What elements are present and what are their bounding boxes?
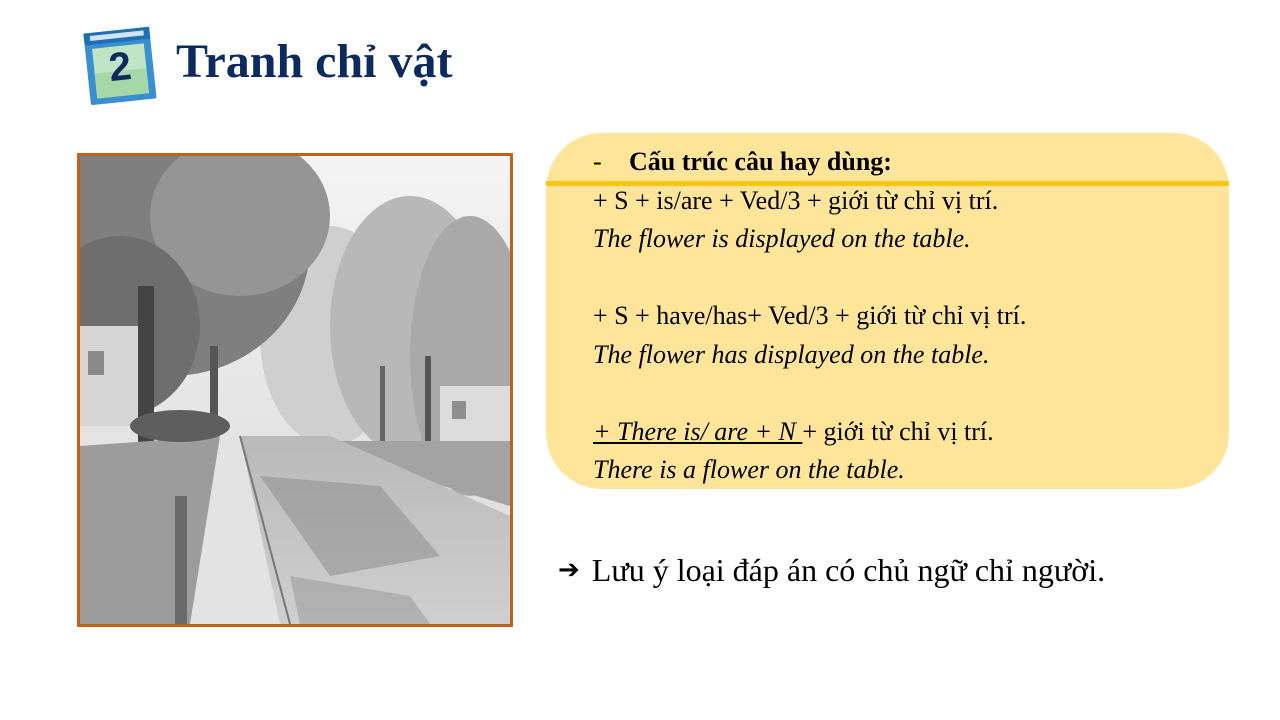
structures-heading xyxy=(593,143,1213,182)
structure-pattern-2: + S + have/has+ Ved/3 + giới từ chỉ vị trí. xyxy=(593,301,1027,330)
note xyxy=(558,548,1105,592)
page-title: Tranh chỉ vật xyxy=(176,35,453,88)
note-text: Lưu ý loại đáp án có chủ ngữ chỉ người. xyxy=(591,552,1106,588)
structure-pattern-3 xyxy=(593,413,1213,452)
arrow-right-icon: ➔ xyxy=(558,555,580,585)
street-photo-icon xyxy=(80,156,510,624)
number-badge xyxy=(80,23,160,108)
heading-bullet: - xyxy=(593,147,602,176)
heading-label: Cấu trúc câu hay dùng: xyxy=(629,147,892,176)
spacer xyxy=(593,259,1213,298)
structure-example-3: There is a flower on the table. xyxy=(593,455,905,484)
street-photo xyxy=(77,153,513,627)
structure-example-1: The flower is displayed on the table. xyxy=(593,224,971,253)
structure-pattern-3-keyword: + There is/ are + N xyxy=(593,416,803,446)
badge-number: 2 xyxy=(106,43,134,91)
spacer xyxy=(593,374,1213,413)
structure-pattern-1: + S + is/are + Ved/3 + giới từ chỉ vị trí. xyxy=(593,185,999,215)
structure-example-2: The flower has displayed on the table. xyxy=(593,339,990,369)
structure-pattern-3-rest: + giới từ chỉ vị trí. xyxy=(802,416,994,446)
structures-text xyxy=(593,143,1213,490)
